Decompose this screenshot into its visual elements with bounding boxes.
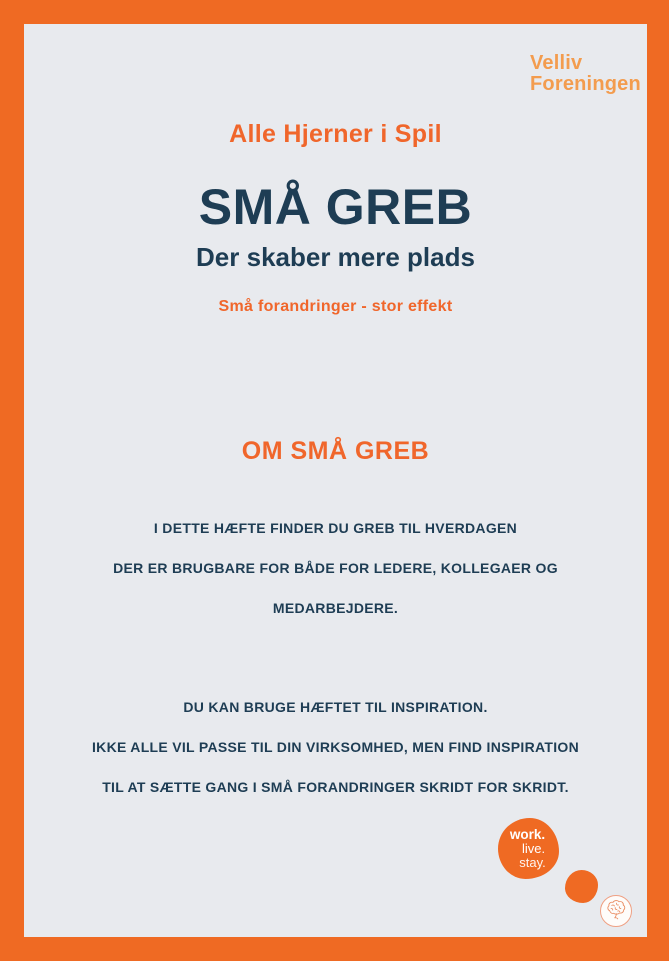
logo-line-2: Foreningen: [530, 73, 641, 95]
brain-icon: [602, 895, 630, 928]
paragraph-line: I DETTE HÆFTE FINDER DU GREB TIL HVERDAGEN: [153, 520, 518, 536]
work-live-stay-badge: [498, 818, 559, 879]
program-kicker: Alle Hjerner i Spil: [229, 120, 442, 148]
paragraph-line: DU KAN BRUGE HÆFTET TIL INSPIRATION.: [183, 699, 488, 715]
page-subtitle: Der skaber mere plads: [196, 242, 475, 272]
tagline: Små forandringer - stor effekt: [218, 298, 453, 315]
page-content-area: [24, 24, 647, 937]
badge-word-work: work.: [509, 826, 546, 842]
about-section-heading: OM SMÅ GREB: [241, 437, 430, 465]
paragraph-line: MEDARBEJDERE.: [272, 600, 399, 616]
paragraph-line: TIL AT SÆTTE GANG I SMÅ FORANDRINGER SKRIDT FOR SKRIDT.: [102, 779, 569, 795]
about-paragraph-2: [24, 687, 647, 807]
badge-word-stay: stay.: [519, 854, 546, 870]
brain-badge-circle: [600, 895, 632, 927]
decorative-orange-dot: [565, 870, 598, 903]
velliv-foreningen-logo: [530, 53, 641, 95]
logo-line-1: Velliv: [530, 52, 583, 74]
about-paragraph-1: [24, 508, 647, 628]
paragraph-line: IKKE ALLE VIL PASSE TIL DIN VIRKSOMHED, MEN FIND INSPIRATION: [91, 739, 580, 755]
page-title: SMÅ GREB: [198, 179, 473, 235]
paragraph-line: DER ER BRUGBARE FOR BÅDE FOR LEDERE, KOLLEGAER OG: [113, 560, 558, 576]
badge-word-live: live.: [521, 840, 546, 856]
